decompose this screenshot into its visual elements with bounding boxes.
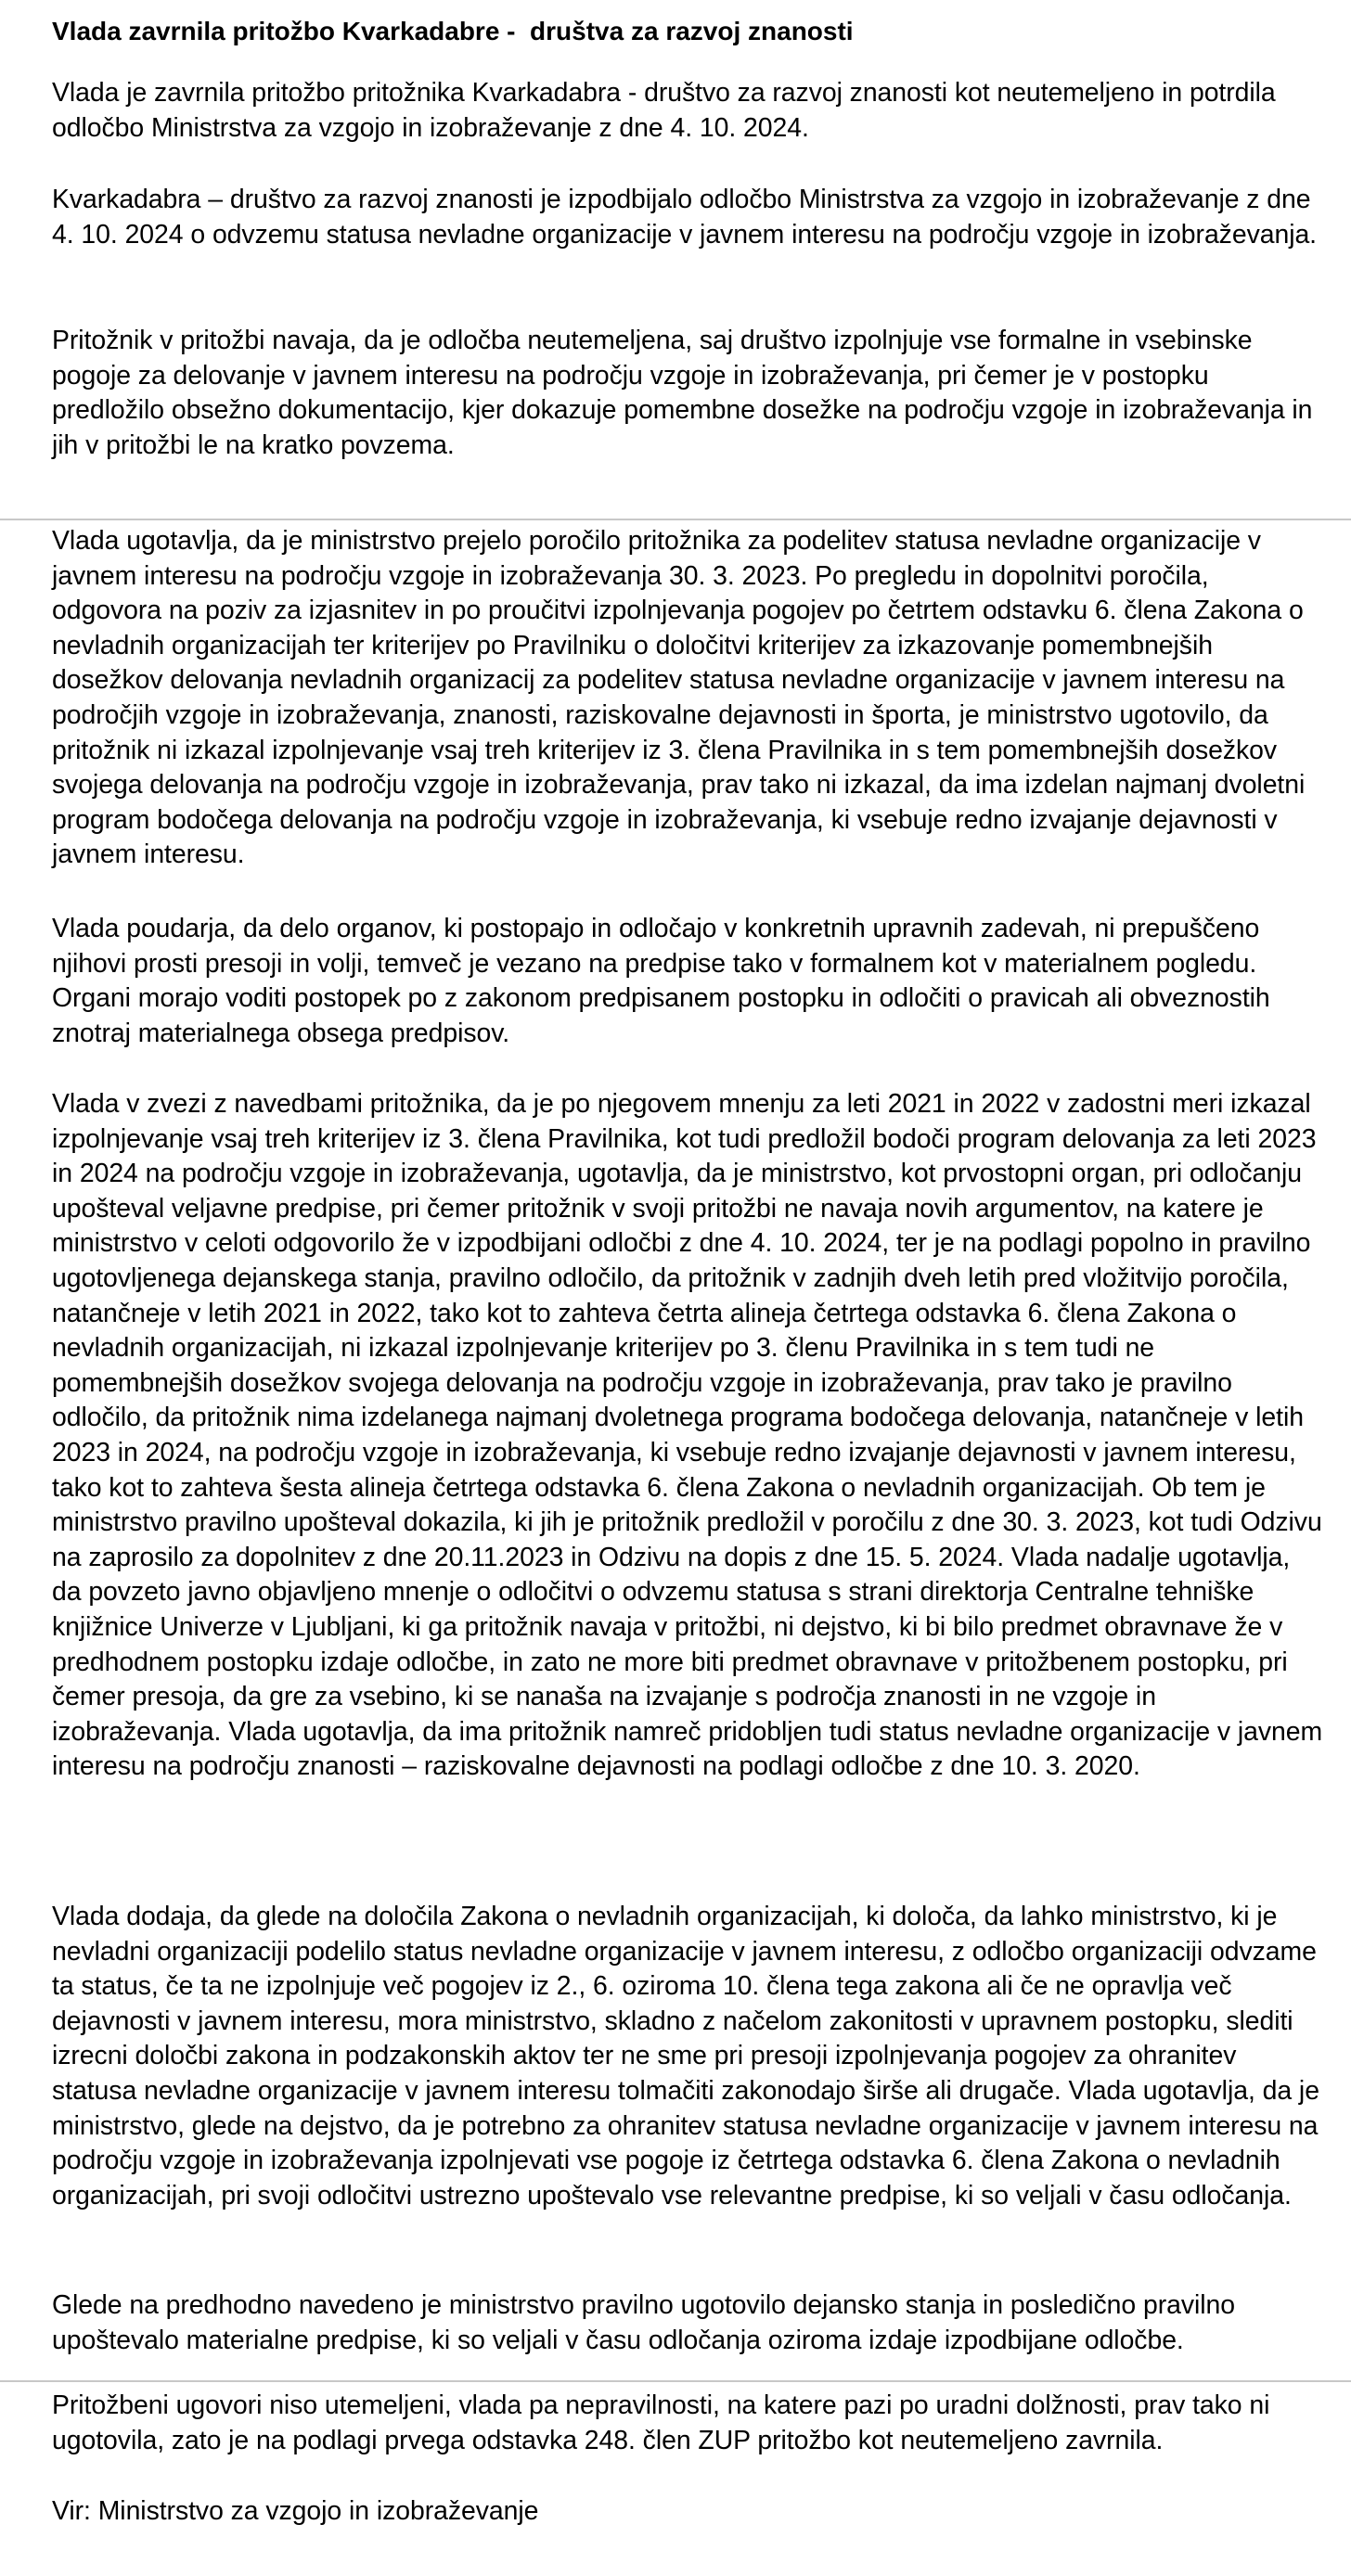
article-title: Vlada zavrnila pritožbo Kvarkadabre - društva za razvoj znanosti [52, 17, 854, 45]
source-line: Vir: Ministrstvo za vzgojo in izobraževanje [52, 2496, 539, 2526]
section-divider-2 [0, 2380, 1351, 2382]
body-paragraph-conclusion: Glede na predhodno navedeno je ministrstvo pravilno ugotovilo dejansko stanja in posledično pravilno upoštevalo materialne predpise, ki so veljali v času odločanja oziroma izdaje izpodbijane odločbe. [52, 2290, 1235, 2355]
decision-paragraph: Pritožbeni ugovori niso utemeljeni, vlada pa nepravilnosti, na katere pazi po uradni dolžnosti, prav tako ni ugotovila, zato je na podlagi prvega odstavka 248. člen ZUP pritožbo kot neutemeljeno zavrnila. [52, 2390, 1270, 2455]
body-paragraph-authority: Vlada poudarja, da delo organov, ki postopajo in odločajo v konkretnih upravnih zadevah, ni prepuščeno njihovi prosti presoji in volji, temveč je vezano na predpise tako v formalnem kot v materialnem pogledu. Organi morajo voditi postopek po z zakonom predpisanem postopku in odločiti o pravicah ali obveznostih znotraj materialnega obsega predpisov. [52, 914, 1270, 1048]
body-paragraph-findings: Vlada ugotavlja, da je ministrstvo prejelo poročilo pritožnika za podelitev statusa nevladne organizacije v javnem interesu na področju vzgoje in izobraževanja 30. 3. 2023. Po pregledu in dopolnitvi poročila, odgovora na poziv za izjasnitev in po proučitvi izpolnjevanja pogojev po četrtem odstavku 6. člena Zakona o nevladnih organizacijah ter kriterijev po Pravilniku o določitvi kriterijev za izkazovanje pomembnejših dosežkov delovanja nevladnih organizacij za podelitev statusa nevladne organizacije v javnem interesu na področjih vzgoje in izobraževanja, znanosti, raziskovalne dejavnosti in športa, je ministrstvo ugotovilo, da pritožnik ni izkazal izpolnjevanje vsaj treh kriterijev iz 3. člena Pravilnika in s tem pomembnejših dosežkov svojega delovanja na področju vzgoje in izobraževanja, prav tako ni izkazal, da ima izdelan najmanj dvoletni program bodočega delovanja na področju vzgoje in izobraževanja, ki vsebuje redno izvajanje dejavnosti v javnem interesu. [52, 526, 1306, 870]
intro-paragraph-1: Vlada je zavrnila pritožbo pritožnika Kvarkadabra - društvo za razvoj znanosti kot neutemeljeno in potrdila odločbo Ministrstva za vzgojo in izobraževanje z dne 4. 10. 2024. [52, 78, 1276, 143]
body-paragraph-legal-basis: Vlada dodaja, da glede na določila Zakona o nevladnih organizacijah, ki določa, da lahko ministrstvo, ki je nevladni organizaciji podelilo status nevladne organizacije v javnem interesu, z odločbo organizaciji odvzame ta status, če ta ne izpolnjuje več pogojev iz 2., 6. oziroma 10. člena tega zakona ali če ne opravlja več dejavnosti v javnem interesu, mora ministrstvo, skladno z načelom zakonitosti v upravnem postopku, slediti izrecni določbi zakona in podzakonskih aktov ter ne sme pri presoji izpolnjevanja pogojev za ohranitev statusa nevladne organizacije v javnem interesu tolmačiti zakonodajo širše ali drugače. Vlada ugotavlja, da je ministrstvo, glede na dejstvo, da je potrebno za ohranitev statusa nevladne organizacije v javnem interesu na področju vzgoje in izobraževanja izpolnjevati vse pogoje iz četrtega odstavka 6. člena Zakona o nevladnih organizacijah, pri svoji odločitvi ustrezno upoštevalo vse relevantne predpise, ki so veljali v času odločanja. [52, 1902, 1319, 2211]
body-paragraph-arguments: Vlada v zvezi z navedbami pritožnika, da je po njegovem mnenju za leti 2021 in 2022 v zadostni meri izkazal izpolnjevanje vsaj treh kriterijev iz 3. člena Pravilnika, kot tudi predložil bodoči program delovanja za leti 2023 in 2024 na področju vzgoje in izobraževanja, ugotavlja, da je ministrstvo, kot prvostopni organ, pri odločanju upošteval veljavne predpise, pri čemer pritožnik v svoji pritožbi ne navaja novih argumentov, na katere je ministrstvo v celoti odgovorilo že v izpodbijani odločbi z dne 4. 10. 2024, ter je na podlagi popolno in pravilno ugotovljenega dejanskega stanja, pravilno odločilo, da pritožnik v zadnjih dveh letih pred vložitvijo poročila, natančneje v letih 2021 in 2022, tako kot to zahteva četrta alineja četrtega odstavka 6. člena Zakona o nevladnih organizacijah, ni izkazal izpolnjevanje kriterijev po 3. členu Pravilnika in s tem tudi ne pomembnejših dosežkov svojega delovanja na področju vzgoje in izobraževanja, prav tako je pravilno odločilo, da pritožnik nima izdelanega najmanj dvoletnega programa bodočega delovanja, natančneje v letih 2023 in 2024, na področju vzgoje in izobraževanja, ki vsebuje redno izvajanje dejavnosti v javnem interesu, tako kot to zahteva šesta alineja četrtega odstavka 6. člena Zakona o nevladnih organizacijah. Ob tem je ministrstvo pravilno upošteval dokazila, ki jih je pritožnik predložil v poročilu z dne 30. 3. 2023, kot tudi Odzivu na zaprosilo za dopolnitev z dne 20.11.2023 in Odzivu na dopis z dne 15. 5. 2024. Vlada nadalje ugotavlja, da povzeto javno objavljeno mnenje o odločitvi o odvzemu statusa s strani direktorja Centralne tehniške knjižnice Univerze v Ljubljani, ki ga pritožnik navaja v pritožbi, ni dejstvo, ki bi bilo predmet obravnave že v predhodnem postopku izdaje odločbe, in zato ne more biti predmet obravnave v pritožbenem postopku, pri čemer presoja, da gre za vsebino, ki se nanaša na izvajanje s področja znanosti in ne vzgoje in izobraževanja. Vlada ugotavlja, da ima pritožnik namreč pridobljen tudi status nevladne organizacije v javnem interesu na področju znanosti – raziskovalne dejavnosti na podlagi odločbe z dne 10. 3. 2020. [52, 1089, 1323, 1782]
section-divider-1 [0, 519, 1351, 520]
intro-paragraph-2: Kvarkadabra – društvo za razvoj znanosti je izpodbijalo odločbo Ministrstva za vzgojo in izobraževanje z dne 4. 10. 2024 o odvzemu statusa nevladne organizacije v javnem interesu na področju vzgoje in izobraževanja. [52, 185, 1318, 250]
intro-paragraph-3: Pritožnik v pritožbi navaja, da je odločba neutemeljena, saj društvo izpolnjuje vse formalne in vsebinske pogoje za delovanje v javnem interesu na področju vzgoje in izobraževanja, pri čemer je v postopku predložilo obsežno dokumentacijo, kjer dokazuje pomembne dosežke na področju vzgoje in izobraževanja in jih v pritožbi le na kratko povzema. [52, 326, 1313, 460]
